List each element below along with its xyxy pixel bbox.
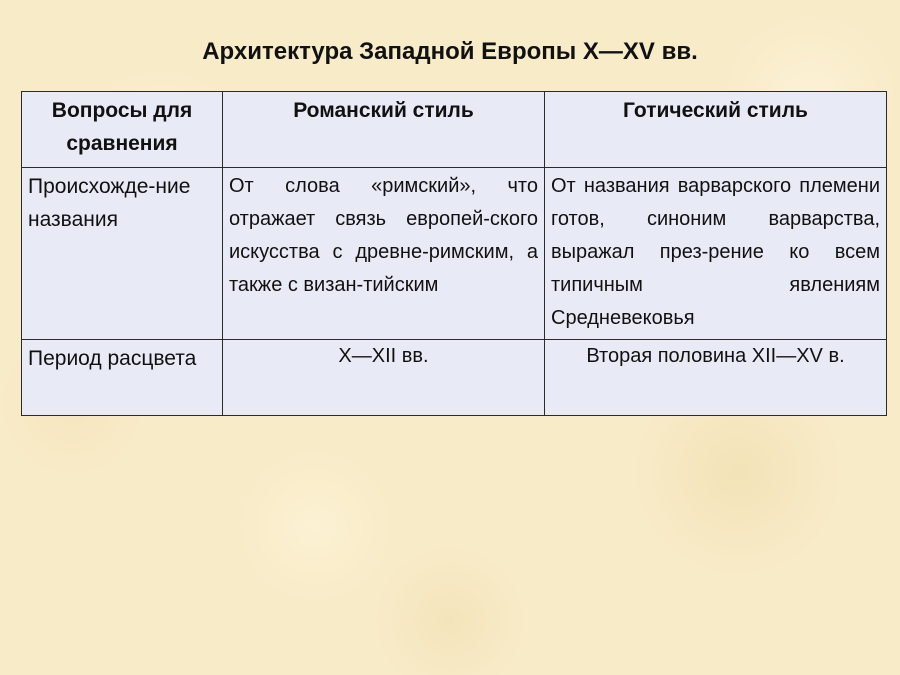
table-header-row xyxy=(22,92,887,168)
cell-romanesque-period: X—XII вв. xyxy=(223,340,545,416)
row-label-origin: Происхожде-ние названия xyxy=(22,168,223,340)
table-row xyxy=(22,340,887,416)
slide-title: Архитектура Западной Европы X—XV вв. xyxy=(202,38,698,65)
header-romanesque: Романский стиль xyxy=(223,92,545,168)
table-row xyxy=(22,168,887,340)
cell-romanesque-origin: От слова «римский», что отражает связь европей-ского искусства с древне-римским, а также с визан-тийским xyxy=(223,168,545,340)
header-gothic: Готический стиль xyxy=(545,92,887,168)
cell-gothic-period: Вторая половина XII—XV в. xyxy=(545,340,887,416)
header-questions: Вопросы для сравнения xyxy=(22,92,223,168)
comparison-table xyxy=(21,91,887,416)
row-label-period: Период расцвета xyxy=(22,340,223,416)
cell-gothic-origin: От названия варварского племени готов, синоним варварства, выражал през-рение ко всем типичным явлениям Средневековья xyxy=(545,168,887,340)
